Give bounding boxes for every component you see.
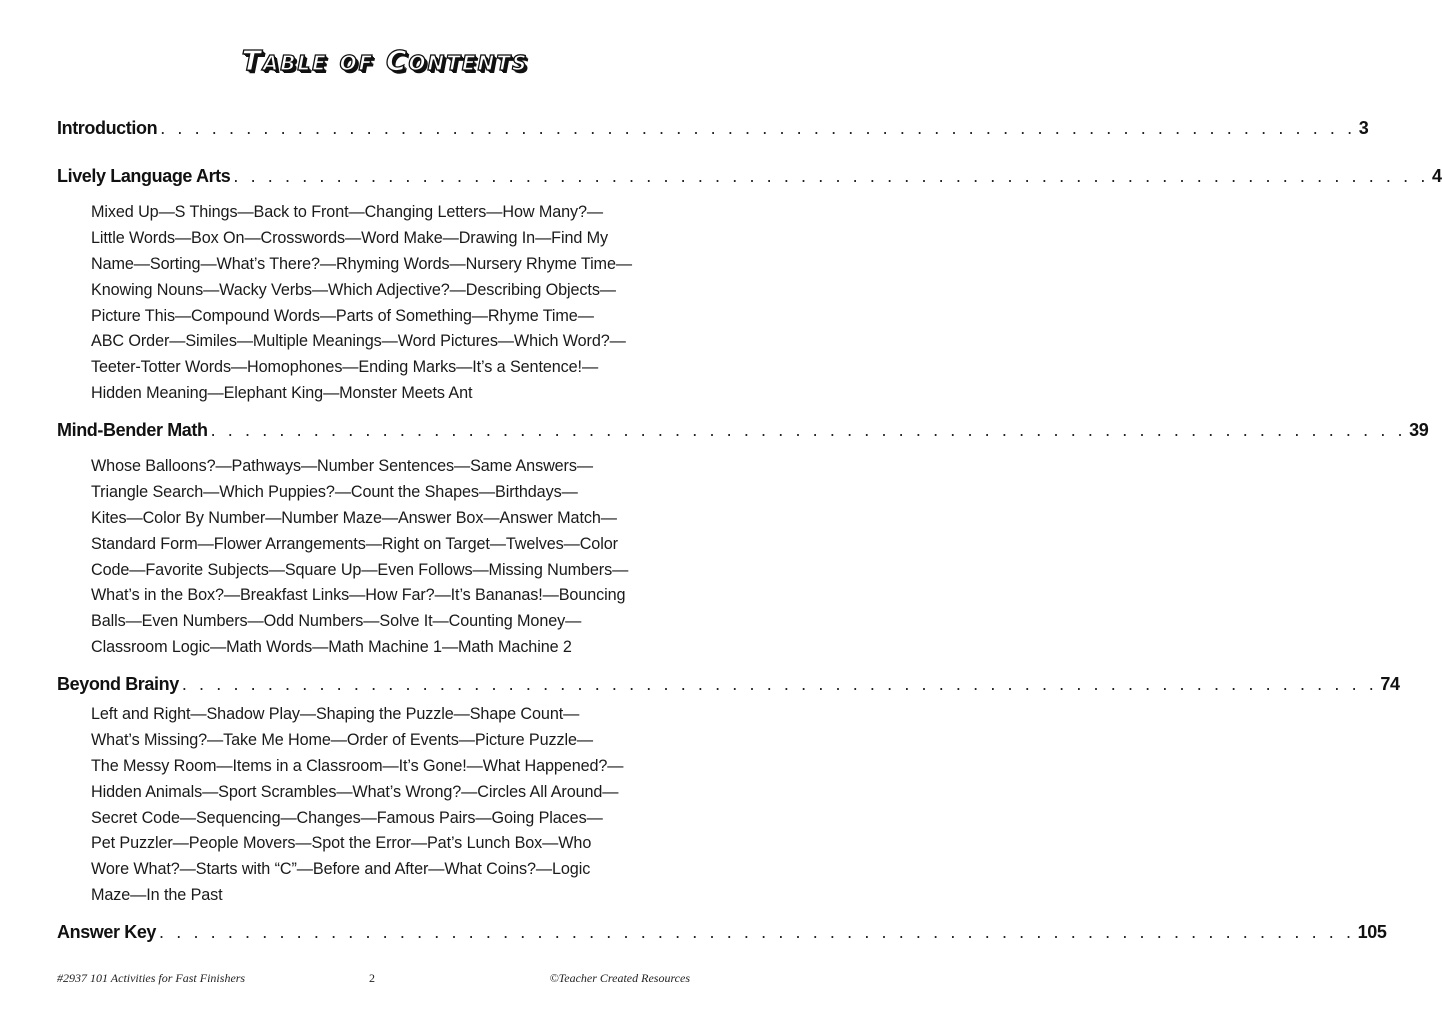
- page-title: Table of Contents: [241, 44, 529, 77]
- toc-entry-page: 39: [1409, 420, 1429, 440]
- activity-line: Teeter-Totter Words—Homophones—Ending Marks—It’s a Sentence!—: [91, 358, 599, 377]
- toc-entry-math: [57, 420, 1429, 441]
- toc-entry-page: 4: [1431, 166, 1442, 186]
- activity-line: Secret Code—Sequencing—Changes—Famous Pairs—Going Places—: [91, 808, 603, 827]
- toc-entry-label: Lively Language Arts: [57, 166, 231, 186]
- dot-leader: . . . . . . . . . . . . . . . . . . . . . . . . . . . . . . . . . . . . . . . . . . . . . . . . . . . . . . . . . . . . . . . . . . . . . .: [181, 674, 1378, 694]
- section-activity-list: [91, 454, 691, 661]
- section-activity-list: [91, 200, 691, 407]
- activity-line: Whose Balloons?—Pathways—Number Sentences—Same Answers—: [91, 457, 593, 475]
- section-activity-list: [91, 702, 691, 909]
- activity-line: Hidden Meaning—Elephant King—Monster Meets Ant: [91, 384, 473, 403]
- toc-entry-language-arts: [57, 166, 1442, 187]
- toc-entry-label: Beyond Brainy: [57, 674, 179, 694]
- activity-line: Triangle Search—Which Puppies?—Count the Shapes—Birthdays—: [91, 482, 578, 501]
- dot-leader: . . . . . . . . . . . . . . . . . . . . . . . . . . . . . . . . . . . . . . . . . . . . . . . . . . . . . . . . . . . . . . . . . . . . . .: [233, 166, 1429, 186]
- activity-line: Little Words—Box On—Crosswords—Word Make—Drawing In—Find My: [91, 228, 609, 247]
- activity-line: Kites—Color By Number—Number Maze—Answer Box—Answer Match—: [91, 508, 617, 527]
- toc-entry-page: 74: [1380, 674, 1400, 694]
- toc-entry-label: Answer Key: [57, 922, 157, 942]
- footer-book-title: #2937 101 Activities for Fast Finishers: [57, 971, 246, 985]
- activity-line: Hidden Animals—Sport Scrambles—What’s Wrong?—Circles All Around—: [91, 782, 619, 801]
- activity-line: What’s in the Box?—Breakfast Links—How Far?—It’s Bananas!—Bouncing: [91, 586, 626, 605]
- activity-line: Maze—In the Past: [91, 886, 223, 905]
- toc-entry-introduction: [57, 118, 1369, 139]
- toc-entry-label: Introduction: [57, 118, 158, 138]
- toc-entry-answer-key: [57, 922, 1387, 943]
- toc-entry-label: Mind-Bender Math: [57, 420, 208, 440]
- activity-line: What’s Missing?—Take Me Home—Order of Events—Picture Puzzle—: [91, 730, 593, 749]
- toc-entry-beyond-brainy: [57, 674, 1400, 695]
- activity-line: Mixed Up—S Things—Back to Front—Changing Letters—How Many?—: [91, 203, 604, 221]
- activity-line: Wore What?—Starts with “C”—Before and After—What Coins?—Logic: [91, 860, 591, 879]
- activity-line: Classroom Logic—Math Words—Math Machine 1—Math Machine 2: [91, 638, 572, 657]
- footer-copyright: ©Teacher Created Resources: [549, 971, 690, 985]
- dot-leader: . . . . . . . . . . . . . . . . . . . . . . . . . . . . . . . . . . . . . . . . . . . . . . . . . . . . . . . . . . . . . . . . . . . . . .: [160, 118, 1356, 138]
- activity-line: Balls—Even Numbers—Odd Numbers—Solve It—Counting Money—: [91, 612, 582, 631]
- footer-page-number: 2: [369, 971, 375, 985]
- activity-line: Name—Sorting—What’s There?—Rhyming Words—Nursery Rhyme Time—: [91, 254, 632, 273]
- dot-leader: . . . . . . . . . . . . . . . . . . . . . . . . . . . . . . . . . . . . . . . . . . . . . . . . . . . . . . . . . . . . . . . . . . . . . .: [210, 420, 1407, 440]
- activity-line: Picture This—Compound Words—Parts of Something—Rhyme Time—: [91, 306, 594, 325]
- activity-line: Standard Form—Flower Arrangements—Right on Target—Twelves—Color: [91, 534, 618, 553]
- activity-line: The Messy Room—Items in a Classroom—It’s Gone!—What Happened?—: [91, 756, 624, 775]
- dot-leader: . . . . . . . . . . . . . . . . . . . . . . . . . . . . . . . . . . . . . . . . . . . . . . . . . . . . . . . . . . . . . . . . . . . . . .: [159, 922, 1355, 942]
- activity-line: ABC Order—Similes—Multiple Meanings—Word Pictures—Which Word?—: [91, 332, 626, 351]
- toc-entry-page: 3: [1358, 118, 1369, 138]
- activity-line: Knowing Nouns—Wacky Verbs—Which Adjective?—Describing Objects—: [91, 280, 616, 299]
- activity-line: Code—Favorite Subjects—Square Up—Even Follows—Missing Numbers—: [91, 560, 629, 579]
- toc-entry-page: 105: [1357, 922, 1387, 942]
- activity-line: Left and Right—Shadow Play—Shaping the Puzzle—Shape Count—: [91, 705, 580, 723]
- activity-line: Pet Puzzler—People Movers—Spot the Error—Pat’s Lunch Box—Who: [91, 834, 592, 853]
